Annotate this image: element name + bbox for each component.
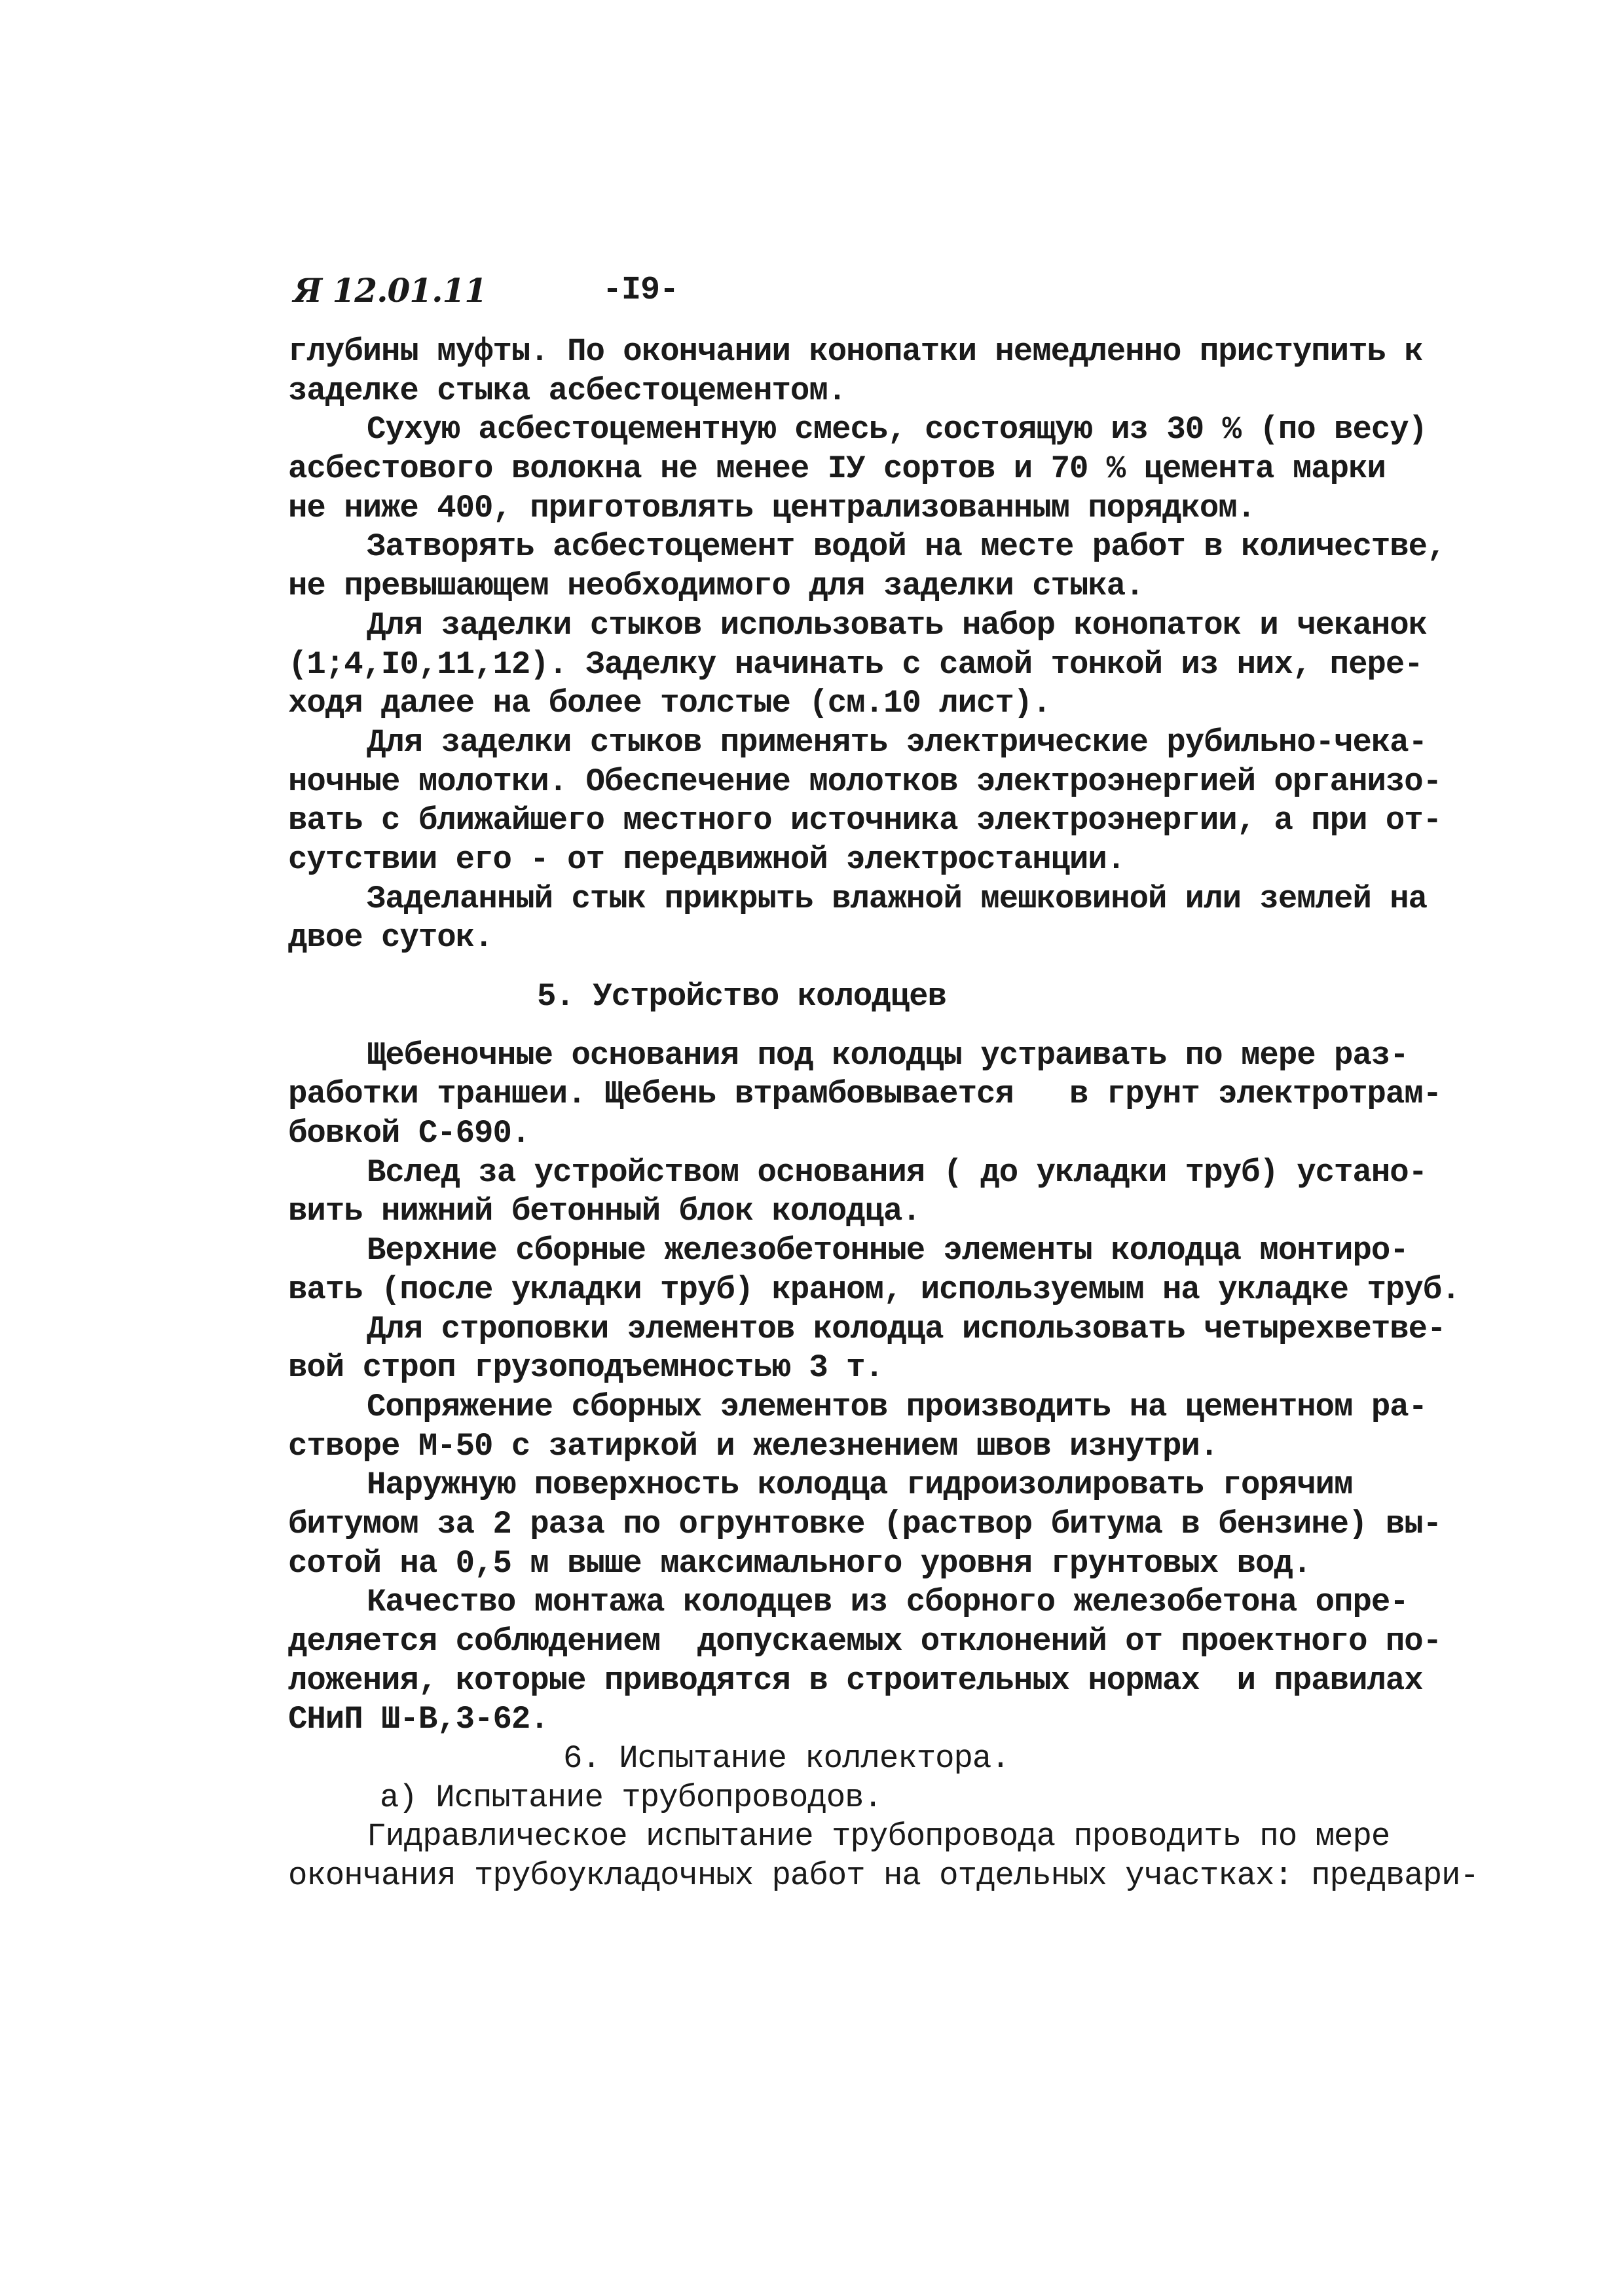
page-number: -I9- <box>602 272 679 309</box>
paragraph-line: асбестового волокна не менее IУ сортов и 70 % цемента марки <box>288 450 1386 488</box>
paragraph-line: вать (после укладки труб) краном, используемым на укладке труб. <box>288 1271 1460 1308</box>
paragraph-line: ложения, которые приводятся в строительных нормах и правилах <box>288 1662 1423 1699</box>
paragraph-line: СНиП Ш-В,3-62. <box>288 1701 549 1738</box>
paragraph-line: битумом за 2 раза по огрунтовке (раствор битума в бензине) вы- <box>288 1505 1442 1542</box>
paragraph-line: Для строповки элементов колодца использовать четырехветве- <box>367 1310 1446 1347</box>
paragraph-line: глубины муфты. По окончании конопатки немедленно приступить к <box>288 333 1423 370</box>
paragraph-line: Заделанный стык прикрыть влажной мешковиной или землей на <box>367 880 1428 917</box>
subsection-heading: а) Испытание трубопроводов. <box>380 1779 882 1816</box>
paragraph-line: (1;4,I0,11,12). Заделку начинать с самой тонкой из них, пере- <box>288 646 1423 683</box>
paragraph-line: Сухую асбестоцементную смесь, состоящую из 30 % (по весу) <box>367 411 1428 448</box>
paragraph-line: Гидравлическое испытание трубопровода проводить по мере <box>367 1818 1390 1855</box>
paragraph-line: Вслед за устройством основания ( до укладки труб) устано- <box>367 1154 1428 1191</box>
paragraph-line: деляется соблюдением допускаемых отклонений от проектного по- <box>288 1623 1442 1660</box>
paragraph-line: вить нижний бетонный блок колодца. <box>288 1193 921 1230</box>
paragraph-line: Для заделки стыков использовать набор конопаток и чеканок <box>367 606 1428 644</box>
paragraph-line: Наружную поверхность колодца гидроизолировать горячим <box>367 1467 1353 1504</box>
paragraph-line: сотой на 0,5 м выше максимального уровня грунтовых вод. <box>288 1544 1312 1582</box>
paragraph-line: Верхние сборные железобетонные элементы колодца монтиро- <box>367 1232 1409 1269</box>
paragraph-line: Сопряжение сборных элементов производить на цементном ра- <box>367 1388 1428 1425</box>
paragraph-line: сутствии его - от передвижной электростанции. <box>288 841 1126 878</box>
paragraph-line: ночные молотки. Обеспечение молотков электроэнергией организо- <box>288 763 1442 800</box>
paragraph-line: бовкой С-690. <box>288 1115 530 1152</box>
paragraph-line: двое суток. <box>288 919 493 957</box>
paragraph-line: окончания трубоукладочных работ на отдельных участках: предвари- <box>288 1857 1479 1895</box>
paragraph-line: вать с ближайшего местного источника электроэнергии, а при от- <box>288 802 1442 839</box>
paragraph-line: Для заделки стыков применять электрические рубильно-чека- <box>367 723 1428 761</box>
paragraph-line: створе М-50 с затиркой и железнением швов изнутри. <box>288 1427 1219 1465</box>
paragraph-line: ходя далее на более толстые (см.10 лист). <box>288 685 1051 722</box>
section-heading: 6. Испытание коллектора. <box>563 1740 1010 1777</box>
section-heading: 5. Устройство колодцев <box>537 978 946 1015</box>
page-header <box>288 271 1336 317</box>
paragraph-line: работки траншеи. Щебень втрамбовывается в грунт электротрам- <box>288 1076 1442 1113</box>
page-text <box>288 271 1479 1896</box>
paragraph-line: Затворять асбестоцемент водой на месте работ в количестве, <box>367 528 1446 566</box>
paragraph-line: вой строп грузоподъемностью 3 т. <box>288 1349 883 1387</box>
paragraph-line: Щебеночные основания под колодцы устраивать по мере раз- <box>367 1036 1409 1074</box>
document-code: Я 12.01.11 <box>293 271 487 310</box>
paragraph-line: не ниже 400, приготовлять централизованным порядком. <box>288 489 1256 526</box>
paragraph-line: Качество монтажа колодцев из сборного железобетона опре- <box>367 1584 1409 1621</box>
paragraph-line: заделке стыка асбестоцементом. <box>288 372 847 409</box>
paragraph-line: не превышающем необходимого для заделки стыка. <box>288 568 1144 605</box>
